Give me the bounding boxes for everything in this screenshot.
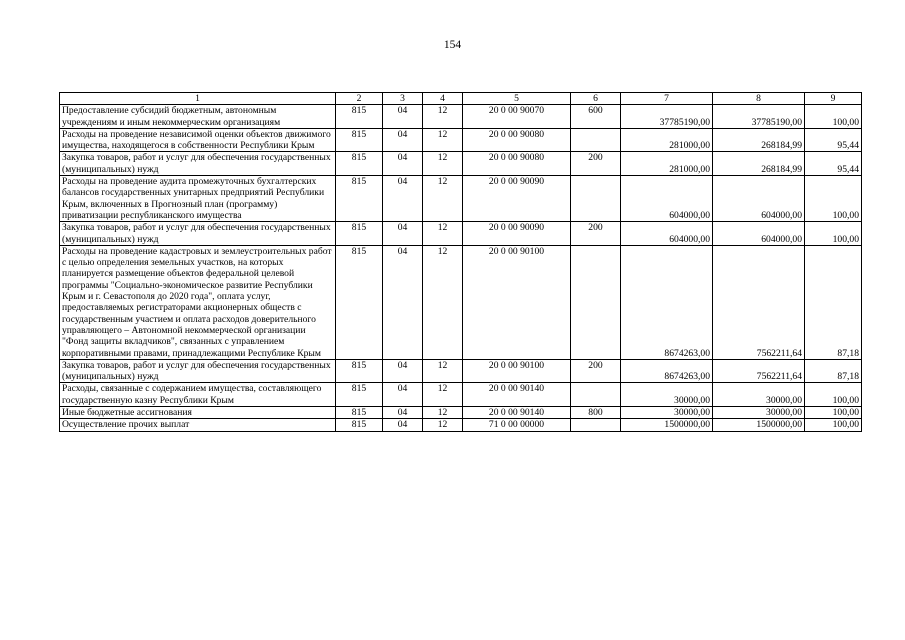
expense-type-code (571, 176, 621, 222)
expense-type-code: 800 (571, 407, 621, 419)
section-code: 04 (383, 419, 423, 431)
ministry-code: 815 (336, 359, 383, 383)
column-header: 8 (713, 93, 805, 105)
execution-percent: 87,18 (805, 359, 862, 383)
target-article-code: 20 0 00 90140 (463, 383, 571, 407)
column-header: 7 (621, 93, 713, 105)
executed-amount: 268184,99 (713, 152, 805, 176)
execution-percent: 100,00 (805, 407, 862, 419)
execution-percent: 100,00 (805, 105, 862, 129)
table-row (60, 176, 862, 222)
subsection-code: 12 (423, 176, 463, 222)
expense-type-code (571, 245, 621, 359)
subsection-code: 12 (423, 383, 463, 407)
expense-type-code: 200 (571, 152, 621, 176)
section-code: 04 (383, 105, 423, 129)
execution-percent: 100,00 (805, 419, 862, 431)
column-header: 5 (463, 93, 571, 105)
executed-amount: 7562211,64 (713, 359, 805, 383)
target-article-code: 20 0 00 90100 (463, 359, 571, 383)
planned-amount: 30000,00 (621, 383, 713, 407)
ministry-code: 815 (336, 176, 383, 222)
table-row (60, 128, 862, 152)
executed-amount: 37785190,00 (713, 105, 805, 129)
expense-name: Расходы на проведение независимой оценки объектов движимого имущества, находящегося в собственности Республики Крым (60, 128, 336, 152)
column-header: 4 (423, 93, 463, 105)
section-code: 04 (383, 245, 423, 359)
column-header: 2 (336, 93, 383, 105)
planned-amount: 281000,00 (621, 152, 713, 176)
executed-amount: 604000,00 (713, 222, 805, 246)
target-article-code: 20 0 00 90100 (463, 245, 571, 359)
subsection-code: 12 (423, 152, 463, 176)
target-article-code: 20 0 00 90140 (463, 407, 571, 419)
table-header-row (60, 93, 862, 105)
section-code: 04 (383, 407, 423, 419)
subsection-code: 12 (423, 128, 463, 152)
expense-name: Расходы, связанные с содержанием имущества, составляющего государственную казну Республики Крым (60, 383, 336, 407)
table-row (60, 407, 862, 419)
subsection-code: 12 (423, 407, 463, 419)
section-code: 04 (383, 152, 423, 176)
subsection-code: 12 (423, 245, 463, 359)
subsection-code: 12 (423, 419, 463, 431)
section-code: 04 (383, 176, 423, 222)
planned-amount: 8674263,00 (621, 359, 713, 383)
execution-percent: 95,44 (805, 152, 862, 176)
planned-amount: 1500000,00 (621, 419, 713, 431)
ministry-code: 815 (336, 152, 383, 176)
expense-name: Предоставление субсидий бюджетным, автономным учреждениям и иным некоммерческим организациям (60, 105, 336, 129)
ministry-code: 815 (336, 383, 383, 407)
section-code: 04 (383, 222, 423, 246)
executed-amount: 604000,00 (713, 176, 805, 222)
target-article-code: 20 0 00 90080 (463, 152, 571, 176)
expense-type-code: 600 (571, 105, 621, 129)
planned-amount: 37785190,00 (621, 105, 713, 129)
expense-type-code: 200 (571, 222, 621, 246)
target-article-code: 20 0 00 90090 (463, 176, 571, 222)
subsection-code: 12 (423, 105, 463, 129)
column-header: 1 (60, 93, 336, 105)
expense-type-code: 200 (571, 359, 621, 383)
column-header: 9 (805, 93, 862, 105)
table-row (60, 222, 862, 246)
table-row (60, 245, 862, 359)
table-row (60, 152, 862, 176)
ministry-code: 815 (336, 419, 383, 431)
execution-percent: 100,00 (805, 176, 862, 222)
executed-amount: 30000,00 (713, 383, 805, 407)
expense-type-code (571, 419, 621, 431)
expense-name: Расходы на проведение кадастровых и землеустроительных работ с целью определения земельных участков, на которых планируется размещение объектов федеральной целевой программы "Социально-экономическое развитие Республики Крым и г. Севастополя до 2020 года", оплата услуг, предоставляемых регистраторами акционерных обществ с государственным участием и оплата расходов доверительного управляющего – Автономной некоммерческой организации "Фонд защиты вкладчиков", связанных с управлением корпоративными правами, принадлежащими Республике Крым (60, 245, 336, 359)
planned-amount: 604000,00 (621, 176, 713, 222)
ministry-code: 815 (336, 222, 383, 246)
target-article-code: 71 0 00 00000 (463, 419, 571, 431)
execution-percent: 87,18 (805, 245, 862, 359)
column-header: 6 (571, 93, 621, 105)
expense-name: Иные бюджетные ассигнования (60, 407, 336, 419)
section-code: 04 (383, 359, 423, 383)
table-row (60, 105, 862, 129)
planned-amount: 281000,00 (621, 128, 713, 152)
planned-amount: 8674263,00 (621, 245, 713, 359)
section-code: 04 (383, 383, 423, 407)
execution-percent: 95,44 (805, 128, 862, 152)
subsection-code: 12 (423, 359, 463, 383)
section-code: 04 (383, 128, 423, 152)
target-article-code: 20 0 00 90090 (463, 222, 571, 246)
ministry-code: 815 (336, 128, 383, 152)
planned-amount: 30000,00 (621, 407, 713, 419)
execution-percent: 100,00 (805, 383, 862, 407)
expense-type-code (571, 128, 621, 152)
expense-name: Закупка товаров, работ и услуг для обеспечения государственных (муниципальных) нужд (60, 222, 336, 246)
expense-name: Осуществление прочих выплат (60, 419, 336, 431)
column-header: 3 (383, 93, 423, 105)
executed-amount: 268184,99 (713, 128, 805, 152)
table-row (60, 383, 862, 407)
target-article-code: 20 0 00 90070 (463, 105, 571, 129)
target-article-code: 20 0 00 90080 (463, 128, 571, 152)
table-row (60, 359, 862, 383)
planned-amount: 604000,00 (621, 222, 713, 246)
execution-percent: 100,00 (805, 222, 862, 246)
ministry-code: 815 (336, 105, 383, 129)
table-row (60, 419, 862, 431)
ministry-code: 815 (336, 245, 383, 359)
expense-name: Расходы на проведение аудита промежуточных бухгалтерских балансов государственных унитарных предприятий Республики Крым, включенных в Прогнозный план (программу) приватизации республиканского имущества (60, 176, 336, 222)
executed-amount: 7562211,64 (713, 245, 805, 359)
executed-amount: 30000,00 (713, 407, 805, 419)
executed-amount: 1500000,00 (713, 419, 805, 431)
expense-type-code (571, 383, 621, 407)
ministry-code: 815 (336, 407, 383, 419)
expense-name: Закупка товаров, работ и услуг для обеспечения государственных (муниципальных) нужд (60, 152, 336, 176)
page-number: 154 (443, 39, 462, 51)
expense-name: Закупка товаров, работ и услуг для обеспечения государственных (муниципальных) нужд (60, 359, 336, 383)
subsection-code: 12 (423, 222, 463, 246)
budget-table (59, 92, 862, 432)
